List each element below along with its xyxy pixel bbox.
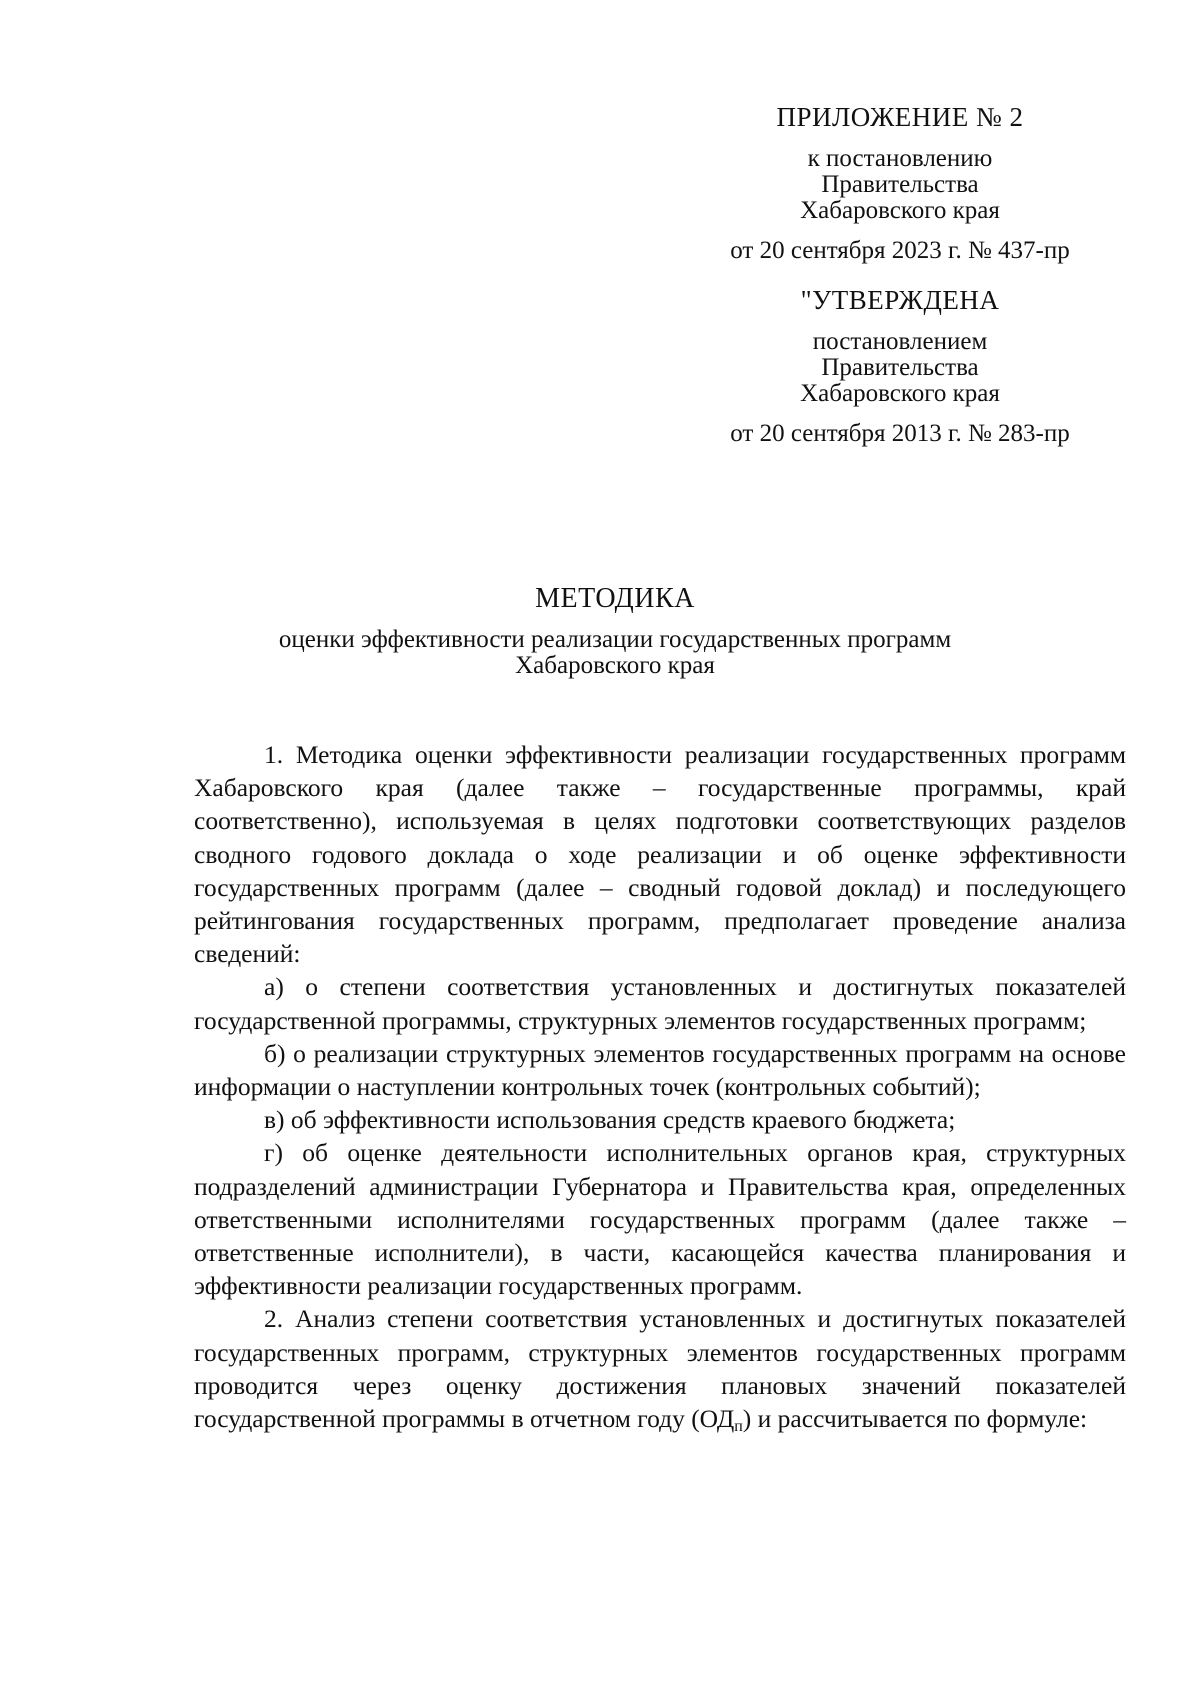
paragraph-2-text: 2. Анализ степени соответствия установленных и достигнутых показателей государственных программ, структурных элементов государственных программ проводится через оценку достижения плановых значений показателей государственной программы в отчетном году (ОД [194, 1304, 1126, 1434]
approved-line-3: Хабаровского края [800, 379, 1000, 407]
approved-line-2: Правительства [821, 353, 979, 381]
approved-title: "УТВЕРЖДЕНА [800, 285, 1000, 315]
approved-header [730, 285, 1070, 448]
document-title [240, 582, 990, 679]
document-subheading-1: оценки эффективности реализации государственных программ [278, 626, 952, 654]
annex-header [730, 102, 1070, 265]
annex-title: ПРИЛОЖЕНИЕ № 2 [776, 102, 1024, 132]
approved-date: от 20 сентября 2013 г. № 283-пр [730, 419, 1070, 447]
annex-line-2: Правительства [821, 170, 979, 198]
document-subheading-2: Хабаровского края [515, 652, 715, 680]
paragraph-1a: а) о степени соответствия установленных и достигнутых показателей государственной программы, структурных элементов государственных программ; [194, 972, 1126, 1035]
paragraph-1g: г) об оценке деятельности исполнительных органов края, структурных подразделений администрации Губернатора и Правительства края, определенных ответственными исполнителями государственных программ (далее также – ответственные исполнители), в части, касающейся качества планирования и эффективности реализации государственных программ. [194, 1138, 1126, 1301]
paragraph-2 [194, 1302, 1126, 1435]
annex-date: от 20 сентября 2023 г. № 437-пр [730, 236, 1070, 264]
paragraph-2-end: ) и рассчитывается по формуле: [742, 1404, 1088, 1434]
document-heading: МЕТОДИКА [535, 583, 695, 614]
paragraph-2-subscript: п [734, 1418, 743, 1436]
approved-line-1: постановлением [812, 327, 988, 355]
annex-line-3: Хабаровского края [800, 196, 1000, 224]
paragraph-1v: в) об эффективности использования средств краевого бюджета; [264, 1105, 956, 1135]
paragraph-1b: б) о реализации структурных элементов государственных программ на основе информации о наступлении контрольных точек (контрольных событий); [194, 1038, 1126, 1102]
document-body [194, 738, 1126, 1435]
paragraph-1: 1. Методика оценки эффективности реализации государственных программ Хабаровского края (далее также – государственные программы, край соответственно), используемая в целях подготовки соответствующих разделов сводного годового доклада о ходе реализации и об оценке эффективности государственных программ (далее – сводный годовой доклад) и последующего рейтингования государственных программ, предполагает проведение анализа сведений: [194, 740, 1126, 969]
annex-line-1: к постановлению [807, 144, 993, 172]
